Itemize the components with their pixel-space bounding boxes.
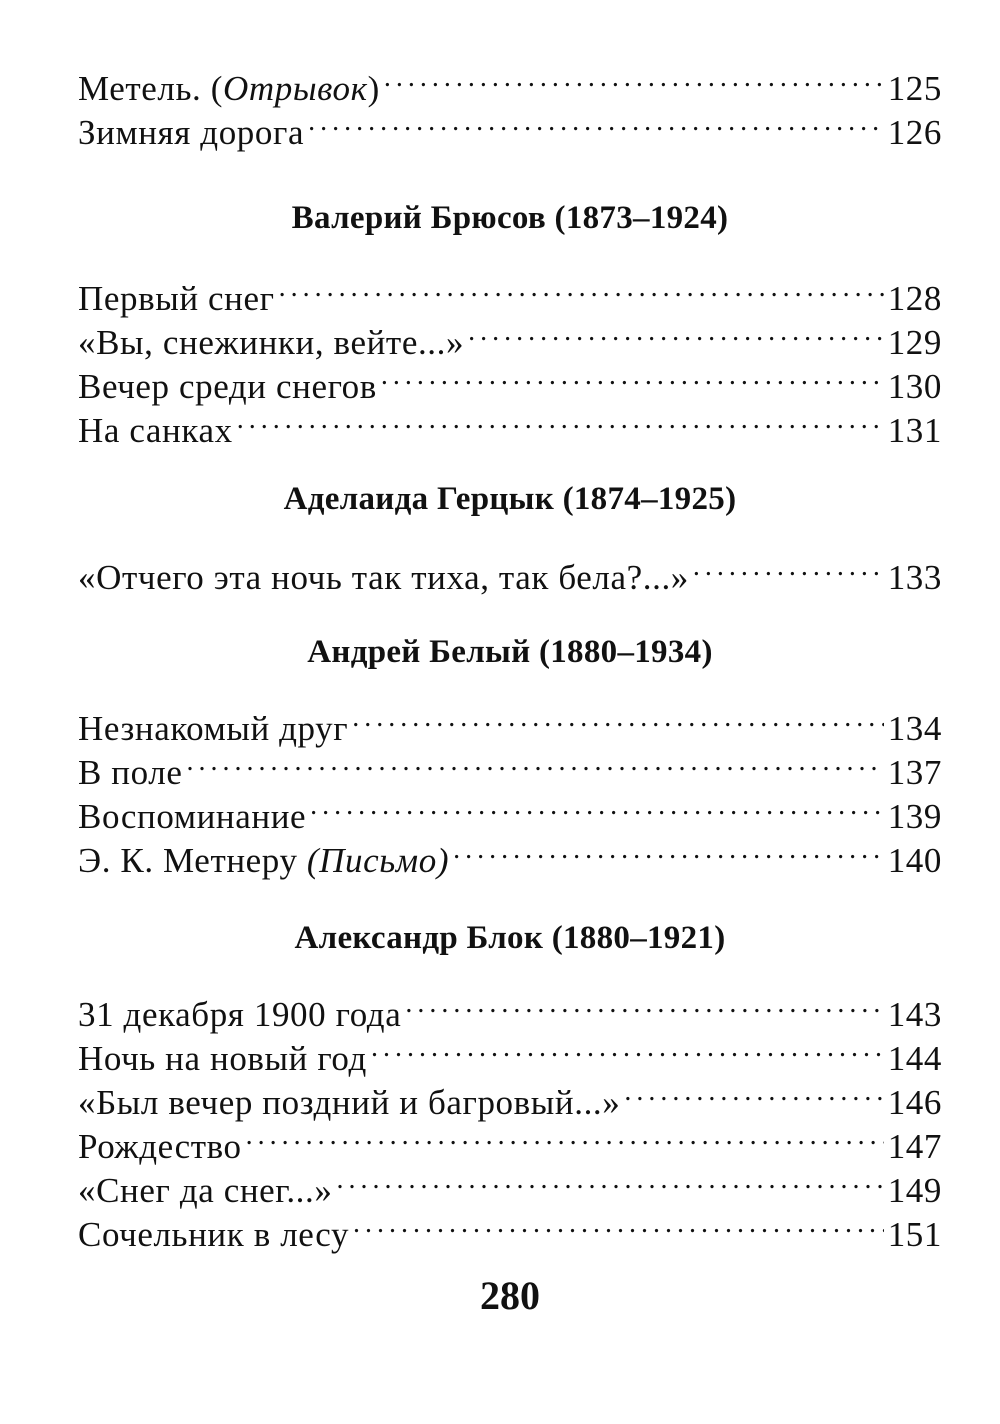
entry-page-number: 137 [887,753,942,792]
entry-page-number: 129 [887,323,942,362]
dot-leader [279,266,884,310]
dot-leader [246,1114,884,1158]
entry-title: Рождество [78,1127,242,1166]
entry-page-number: 125 [887,69,942,108]
entry-page-number: 146 [887,1083,942,1122]
entry-title: Ночь на новый год [78,1039,367,1078]
entry-title: Первый снег [78,279,275,318]
author-heading: Андрей Белый (1880–1934) [307,634,713,670]
entry-title: «Вы, снежинки, вейте...» [78,323,465,362]
toc-group [78,918,942,1254]
toc-group [78,198,942,450]
entry-page-number: 130 [887,367,942,406]
entry-page-number: 143 [887,995,942,1034]
entry-title: «Был вечер поздний и багровый...» [78,1083,621,1122]
entry-page-number: 139 [887,797,942,836]
entry-title: На санках [78,411,233,450]
entry-page-number: 133 [887,558,942,597]
author-heading: Валерий Брюсов (1873–1924) [291,200,729,236]
entry-title: «Снег да снег...» [78,1171,333,1210]
entry-title: Сочельник в лесу [78,1215,350,1254]
entry-title: В поле [78,753,183,792]
entry-title: Зимняя дорога [78,113,305,152]
entry-page-number: 126 [887,113,942,152]
entry-page-number: 131 [887,411,942,450]
dot-leader [308,100,884,144]
dot-leader [371,1026,884,1070]
dot-leader [336,1158,883,1202]
toc-entry [78,982,942,1034]
entry-page-number: 144 [887,1039,942,1078]
entry-page-number: 147 [887,1127,942,1166]
dot-leader [310,784,884,828]
dot-leader [352,696,883,740]
dot-leader [384,56,884,100]
author-heading: Александр Блок (1880–1921) [294,920,726,956]
toc-entry [78,740,942,792]
entry-page-number: 151 [887,1215,942,1254]
toc-group [78,56,942,152]
entry-title: Э. К. Метнеру (Письмо) [78,841,450,880]
entry-page-number: 134 [887,709,942,748]
dot-leader [624,1070,883,1114]
entry-page-number: 128 [887,279,942,318]
dot-leader [468,310,884,354]
dot-leader [353,1202,884,1246]
entry-title: Воспоминание [78,797,307,836]
entry-title: Метель. (Отрывок) [78,69,380,108]
page-number: 280 [480,1273,540,1318]
dot-leader [381,354,884,398]
dot-leader [693,545,884,589]
toc-entry [78,56,942,108]
dot-leader [186,740,883,784]
dot-leader [405,982,883,1026]
entry-title: Вечер среди снегов [78,367,377,406]
entry-page-number: 149 [887,1171,942,1210]
dot-leader [237,398,884,442]
toc-entry [78,266,942,318]
toc-entry [78,696,942,748]
entry-page-number: 140 [887,841,942,880]
entry-title: 31 декабря 1900 года [78,995,402,1034]
entry-title: Незнакомый друг [78,709,349,748]
toc-group [78,632,942,880]
dot-leader [453,828,884,872]
entry-title: «Отчего эта ночь так тиха, так бела?...» [78,558,689,597]
toc-group [78,479,942,597]
toc-entry [78,784,942,836]
author-heading: Аделаида Герцык (1874–1925) [283,481,737,517]
toc-entry [78,545,942,597]
